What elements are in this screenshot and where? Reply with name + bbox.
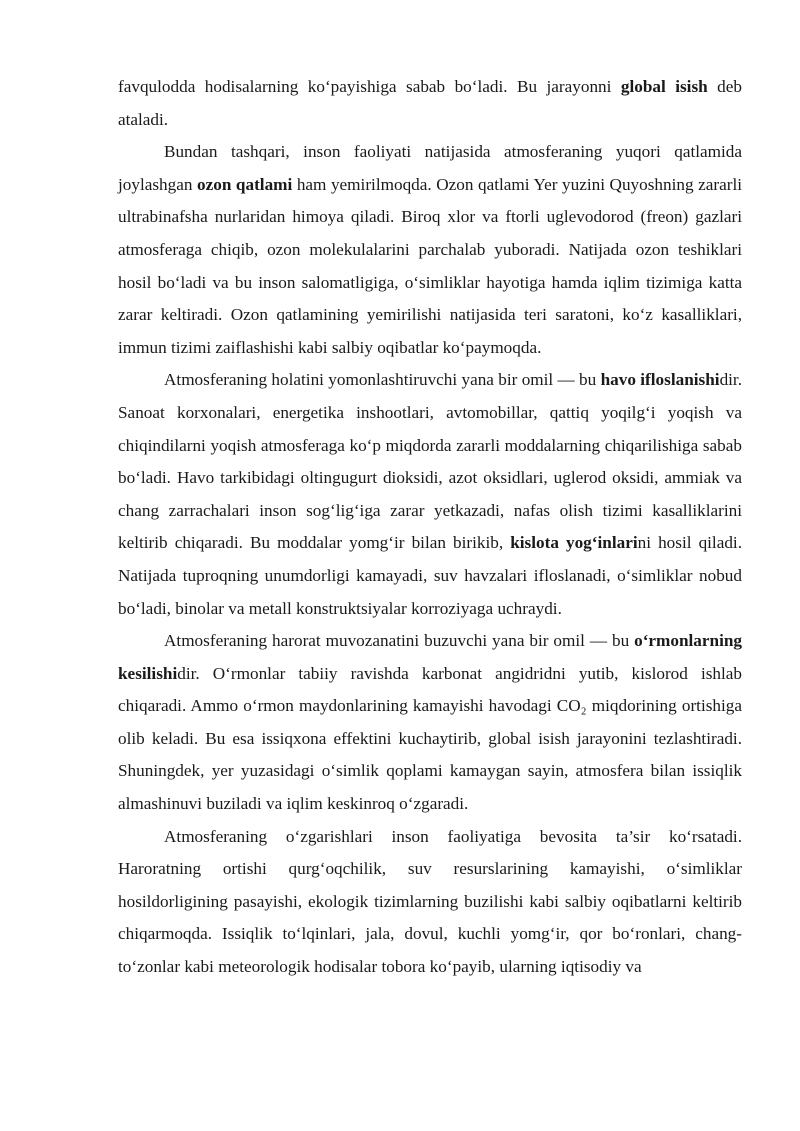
bold-term-havo-ifloslanishi: havo ifloslanishi [600, 370, 720, 390]
bold-term-global-isish: global isish [620, 77, 708, 96]
text-segment: ni hosil qiladi. Natijada tuproqning unumdorligi kamayadi, suv havzalari ifloslanadi, o‘simliklar nobud bo‘ladi, binolar va metall konstruktsiyalar korroziyaga uchraydi. [118, 533, 743, 618]
paragraph-air-pollution [118, 364, 742, 625]
document-page [118, 71, 742, 984]
paragraph-human-impact [118, 821, 742, 984]
text-segment: Atmosferaning holatini yomonlashtiruvchi yana bir omil — bu [164, 370, 601, 390]
paragraph-global-warming-end [118, 71, 742, 136]
text-segment: favqulodda hodisalarning ko‘payishiga sabab bo‘ladi. Bu jarayonni [118, 77, 621, 96]
paragraph-deforestation [118, 625, 742, 821]
text-segment: deb ataladi. [118, 77, 742, 129]
paragraph-ozone-layer [118, 136, 742, 364]
text-segment: dir. O‘rmonlar tabiiy ravishda karbonat angidridni yutib, kislorod ishlab chiqaradi. Ammo o‘rmon maydonlarining kamayishi havodagi CO₂ miqdorining ortishiga olib keladi. Bu esa issiqxona effektini kuchaytirib, global isish jarayonini tezlashtiradi. Shuningdek, yer yuzasidagi o‘simlik qoplami kamaygan sayin, atmosfera bilan issiqlik almashinuvi buziladi va iqlim keskinroq o‘zgaradi. [118, 663, 742, 814]
text-segment: dir. Sanoat korxonalari, energetika inshootlari, avtomobillar, qattiq yoqilg‘i yoqish va chiqindilarni yoqish atmosferaga ko‘p miqdorda zararli moddalarning chiqarilishiga sabab bo‘ladi. Havo tarkibidagi oltingugurt dioksidi, azot oksidlari, uglerod oksidi, ammiak va chang zarrachalari inson sog‘lig‘iga zarar yetkazadi, nafas olish tizimi kasalliklarini keltirib chiqaradi. Bu moddalar yomg‘ir bilan birikib, [118, 370, 743, 553]
text-segment: Atmosferaning harorat muvozanatini buzuvchi yana bir omil — bu [164, 631, 635, 651]
bold-term-kislota-yoginlari: kislota yog‘inlari [510, 533, 638, 553]
bold-term-ormonlarning-kesilishi: o‘rmonlarning kesilishi [118, 631, 742, 683]
bold-term-ozon-qatlami: ozon qatlami [197, 174, 293, 194]
text-segment: Bundan tashqari, inson faoliyati natijasida atmosferaning yuqori qatlamida joylashgan [118, 142, 742, 194]
text-segment: ham yemirilmoqda. Ozon qatlami Yer yuzini Quyoshning zararli ultrabinafsha nurlaridan himoya qiladi. Biroq xlor va ftorli uglevodorod (freon) gazlari atmosferaga chiqib, ozon molekulalarini parchalab yuboradi. Natijada ozon teshiklari hosil bo‘ladi va bu inson salomatligiga, o‘simliklar hayotiga hamda iqlim tizimiga katta zarar keltiradi. Ozon qatlamining yemirilishi natijasida teri saratoni, ko‘z kasalliklari, immun tizimi zaiflashishi kabi salbiy oqibatlar ko‘paymoqda. [118, 174, 742, 357]
text-segment: Atmosferaning o‘zgarishlari inson faoliyatiga bevosita ta’sir ko‘rsatadi. Haroratning ortishi qurg‘oqchilik, suv resurslarining kamayishi, o‘simliklar hosildorligining pasayishi, ekologik tizimlarning buzilishi kabi salbiy oqibatlarni keltirib chiqarmoqda. Issiqlik to‘lqinlari, jala, dovul, kuchli yomg‘ir, qor bo‘ronlari, chang-to‘zonlar kabi meteorologik hodisalar tobora ko‘payib, ularning iqtisodiy va [118, 826, 742, 977]
